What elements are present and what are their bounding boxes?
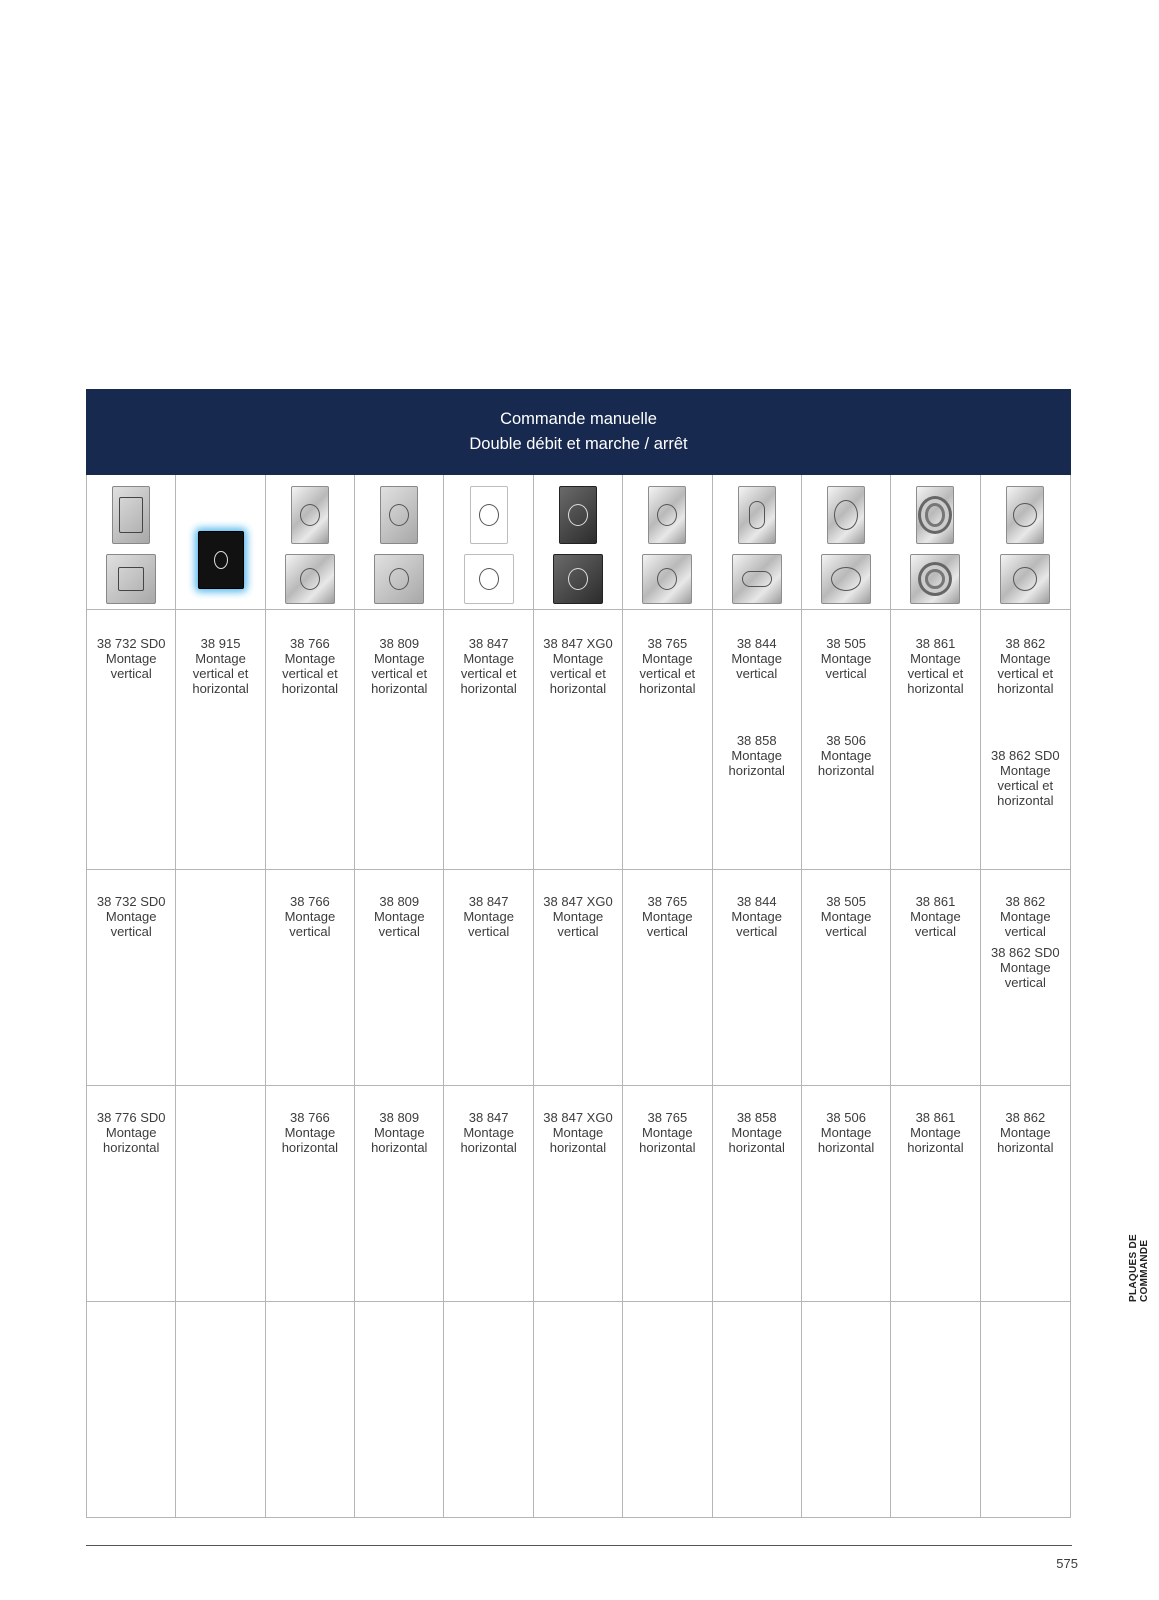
mounting-text: vertical et [997,778,1054,793]
flush-plate-square-buttons-icon [112,486,150,544]
mounting-text: Montage [373,651,425,666]
product-entry [87,636,175,681]
mounting-text: Montage [463,1125,514,1140]
flush-plate-swirl-icon [916,486,954,544]
header-subtitle: Double débit et marche / arrêt [469,435,688,453]
product-entry [802,1110,890,1155]
table-row-vertical [86,870,1071,1086]
product-entry [891,1110,979,1155]
product-code: 38 844 [736,636,777,651]
flush-plate-round-button-dark-icon [553,554,603,604]
table-cell [802,1086,891,1302]
table-grid [86,475,1071,610]
product-code: 38 862 SD0 [990,748,1060,763]
flush-plate-oval-button-icon [821,554,871,604]
table-cell [534,610,623,870]
mounting-text: Montage [373,909,425,924]
table-cell [713,1086,802,1302]
product-entry [355,894,443,939]
flush-plate-swirl-icon [910,554,960,604]
flush-plate-round-button-matte-icon [380,486,418,544]
product-code: 38 505 [826,894,866,909]
product-entry [623,894,711,939]
mounting-text: vertical [1004,924,1046,939]
table-cell [623,610,712,870]
section-side-label [1128,1212,1150,1302]
mounting-text: Montage [910,1125,961,1140]
product-entry [355,636,443,696]
table-cell-empty [802,1302,891,1518]
table-cell [176,870,265,1086]
product-code: 38 847 XG0 [543,636,613,651]
product-image-cell [713,475,802,610]
table-cell [713,870,802,1086]
mounting-text: Montage [731,748,783,763]
product-code: 38 505 [826,636,866,651]
table-cell [176,1086,265,1302]
product-entry [713,1110,801,1155]
mounting-text: Montage [284,1125,336,1140]
mounting-text: horizontal [997,681,1054,696]
product-code: 38 766 [290,1110,330,1125]
table-cell [444,870,533,1086]
table-cell [355,870,444,1086]
mounting-text: Montage [284,909,336,924]
mounting-text: Montage [1000,960,1051,975]
mounting-text: Montage [463,909,514,924]
product-image-cell [981,475,1070,610]
table-cell-empty [981,1302,1070,1518]
mounting-text: Montage [1000,651,1051,666]
mounting-text: vertical [110,924,152,939]
mounting-text: horizontal [549,681,607,696]
table-cell [266,1086,355,1302]
mounting-text: horizontal [371,1140,428,1155]
product-entry [802,733,890,778]
flush-plate-round-button-chrome-icon [648,486,686,544]
side-label-line2: COMMANDE [1139,1239,1150,1302]
product-entry [713,733,801,778]
mounting-text: Montage [373,1125,425,1140]
page-number: 575 [1056,1556,1078,1571]
product-entry [981,636,1070,696]
mounting-text: Montage [910,651,961,666]
mounting-text: horizontal [192,681,249,696]
mounting-text: Montage [284,651,336,666]
mounting-text: vertical et [371,666,428,681]
table-cell [802,610,891,870]
mounting-text: horizontal [997,1140,1054,1155]
product-code: 38 861 [915,894,956,909]
product-code: 38 506 [826,1110,866,1125]
table-cell [891,1086,980,1302]
footer-divider [86,1545,1072,1546]
product-entry [176,636,264,696]
mounting-text: vertical et [460,666,517,681]
table-cell-empty [87,1302,176,1518]
table-cell [444,610,533,870]
product-code: 38 732 SD0 [96,894,166,909]
table-cell-empty [355,1302,444,1518]
table-cell [266,610,355,870]
product-entry [87,1110,175,1155]
flush-plate-round-button-chrome-icon [285,554,335,604]
mounting-text: vertical [825,666,867,681]
flush-plate-oval-button-icon [827,486,865,544]
product-code: 38 844 [736,894,777,909]
mounting-text: Montage [463,651,514,666]
product-code: 38 862 [1005,1110,1046,1125]
table-cell [802,870,891,1086]
mounting-text: Montage [105,1125,157,1140]
product-code: 38 861 [915,1110,956,1125]
mounting-text: horizontal [281,681,339,696]
mounting-text: Montage [1000,1125,1051,1140]
mounting-text: horizontal [460,681,517,696]
mounting-text: Montage [105,909,157,924]
mounting-text: vertical [289,924,331,939]
product-code: 38 847 XG0 [543,894,613,909]
product-image-cell [176,475,265,610]
table-cell [176,610,265,870]
mounting-text: horizontal [102,1140,160,1155]
mounting-text: Montage [910,909,961,924]
mounting-text: Montage [552,909,604,924]
mounting-text: horizontal [817,1140,875,1155]
table-cell-empty [444,1302,533,1518]
table-cell [355,1086,444,1302]
table-cell [623,1086,712,1302]
mounting-text: horizontal [907,1140,964,1155]
product-entry [891,894,979,939]
table-cell [534,870,623,1086]
table-cell-empty [266,1302,355,1518]
table-header [86,389,1071,475]
mounting-text: horizontal [728,1140,785,1155]
product-entry [891,636,979,696]
table-cell [534,1086,623,1302]
flush-plate-pill-button-icon [738,486,776,544]
product-entry [87,894,175,939]
mounting-text: vertical et [192,666,249,681]
mounting-text: Montage [820,748,872,763]
product-code: 38 765 [647,1110,688,1125]
table-cell [713,610,802,870]
product-entry [355,1110,443,1155]
product-code: 38 915 [200,636,241,651]
mounting-text: Montage [195,651,246,666]
mounting-text: vertical [1004,975,1046,990]
product-code: 38 847 [468,894,509,909]
mounting-text: vertical et [639,666,696,681]
product-entry [802,894,890,939]
product-entry [713,636,801,681]
mounting-text: vertical [110,666,152,681]
product-code: 38 506 [826,733,866,748]
table-cell [444,1086,533,1302]
product-entry [713,894,801,939]
product-code: 38 847 XG0 [543,1110,613,1125]
table-cell [623,870,712,1086]
product-entry [444,1110,532,1155]
mounting-text: vertical [825,924,867,939]
product-entry [981,1110,1070,1155]
table-cell [981,870,1070,1086]
product-code: 38 809 [379,1110,420,1125]
flush-plate-decorated-white-icon [470,486,508,544]
table-row-horizontal [86,1086,1071,1302]
mounting-text: Montage [552,1125,604,1140]
table-cell-empty [534,1302,623,1518]
side-label-line1: PLAQUES DE [1128,1233,1139,1302]
product-entry [534,894,622,939]
product-image-cell [266,475,355,610]
table-cell [266,870,355,1086]
product-entry [444,636,532,696]
mounting-text: vertical [468,924,510,939]
mounting-text: Montage [642,1125,693,1140]
product-entry [266,894,354,939]
table-cell-empty [623,1302,712,1518]
flush-plate-round-button-matte-icon [374,554,424,604]
product-entry [444,894,532,939]
flush-plate-pill-button-icon [732,554,782,604]
table-cell [87,1086,176,1302]
mounting-text: Montage [105,651,157,666]
mounting-text: Montage [820,909,872,924]
product-code: 38 847 [468,636,509,651]
mounting-text: horizontal [728,763,785,778]
product-entry [802,636,890,681]
table-cell [891,610,980,870]
table-cell [355,610,444,870]
mounting-text: Montage [552,651,604,666]
mounting-text: vertical [557,924,599,939]
mounting-text: vertical [646,924,688,939]
mounting-text: vertical et [907,666,964,681]
table-cell-empty [176,1302,265,1518]
product-code: 38 861 [915,636,956,651]
mounting-text: vertical [914,924,957,939]
mounting-text: vertical [736,666,778,681]
product-entry [534,636,622,696]
product-entry [623,636,711,696]
product-code: 38 862 [1005,894,1046,909]
mounting-text: vertical [736,924,778,939]
mounting-text: Montage [820,651,872,666]
table-row-empty [86,1302,1071,1518]
flush-plate-square-buttons-icon [106,554,156,604]
mounting-text: vertical et [282,666,338,681]
product-code: 38 858 [736,733,777,748]
flush-plate-round-button-dark-icon [559,486,597,544]
table-cell-empty [891,1302,980,1518]
product-code: 38 809 [379,636,420,651]
mounting-text: Montage [731,651,783,666]
product-code: 38 862 [1005,636,1046,651]
header-title: Commande manuelle [500,410,657,428]
product-entry [981,748,1070,808]
product-image-cell [623,475,712,610]
product-image-cell [444,475,533,610]
mounting-text: horizontal [907,681,964,696]
product-image-cell [534,475,623,610]
mounting-text: Montage [642,909,693,924]
table-cell [87,870,176,1086]
mounting-text: horizontal [549,1140,607,1155]
product-image-cell [891,475,980,610]
product-code: 38 765 [647,894,688,909]
mounting-text: Montage [1000,763,1051,778]
product-entry [623,1110,711,1155]
mounting-text: horizontal [371,681,428,696]
product-entry [981,894,1070,939]
product-code: 38 847 [468,1110,509,1125]
table-cell-empty [713,1302,802,1518]
mounting-text: horizontal [817,763,875,778]
mounting-text: horizontal [639,1140,696,1155]
mounting-text: vertical et [997,666,1054,681]
product-code: 38 776 SD0 [96,1110,166,1125]
product-image-cell [802,475,891,610]
flush-plate-illuminated-black-icon [198,531,244,589]
product-entry [981,945,1070,990]
product-image-cell [87,475,176,610]
product-table [86,389,1071,1518]
mounting-text: horizontal [460,1140,517,1155]
table-row-combined [86,610,1071,870]
product-entry [266,1110,354,1155]
product-code: 38 732 SD0 [96,636,166,651]
product-image-cell [355,475,444,610]
product-entry [266,636,354,696]
product-code: 38 766 [290,636,330,651]
product-code: 38 862 SD0 [990,945,1060,960]
mounting-text: vertical [378,924,420,939]
mounting-text: horizontal [997,793,1054,808]
flush-plate-decorated-white-icon [464,554,514,604]
table-cell [981,1086,1070,1302]
product-code: 38 766 [290,894,330,909]
product-code: 38 809 [379,894,420,909]
table-cell [87,610,176,870]
product-entry [534,1110,622,1155]
mounting-text: Montage [820,1125,872,1140]
flush-plate-round-button-chrome-icon [1006,486,1044,544]
flush-plate-round-button-chrome-icon [642,554,692,604]
mounting-text: horizontal [639,681,696,696]
flush-plate-round-button-chrome-icon [291,486,329,544]
product-code: 38 858 [736,1110,777,1125]
product-code: 38 765 [647,636,688,651]
table-cell [891,870,980,1086]
table-cell [981,610,1070,870]
mounting-text: Montage [731,1125,783,1140]
mounting-text: vertical et [550,666,606,681]
mounting-text: Montage [1000,909,1051,924]
mounting-text: horizontal [281,1140,339,1155]
flush-plate-round-button-chrome-icon [1000,554,1050,604]
mounting-text: Montage [731,909,783,924]
mounting-text: Montage [642,651,693,666]
